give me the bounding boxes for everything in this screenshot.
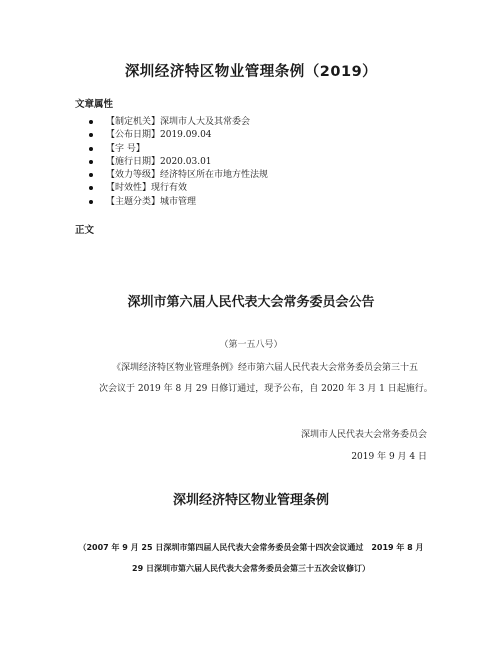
list-item: 【主题分类】城市管理 <box>75 196 268 209</box>
announcement-title: 深圳市第六届人民代表大会常务委员会公告 <box>127 295 375 310</box>
bullet-icon <box>89 160 93 164</box>
announcement-paragraph <box>101 358 431 400</box>
sign-date: 2019 年 9 月 4 日 <box>351 452 427 462</box>
announcement-number: （第一五八号） <box>219 340 283 350</box>
signer: 深圳市人民代表大会常务委员会 <box>300 430 427 440</box>
list-item: 【公布日期】2019.09.04 <box>75 129 268 142</box>
bullet-icon <box>89 173 93 177</box>
list-item: 【施行日期】2020.03.01 <box>75 156 268 169</box>
bullet-icon <box>89 186 93 190</box>
bullet-icon <box>89 147 93 151</box>
document-title: 深圳经济特区物业管理条例（2019） <box>124 64 378 80</box>
list-item: 【制定机关】深圳市人大及其常委会 <box>75 116 268 129</box>
attributes-list <box>75 116 268 209</box>
body-heading: 正文 <box>75 225 95 236</box>
list-item: 【效力等级】经济特区所在市地方性法规 <box>75 169 268 182</box>
list-item: 【时效性】现行有效 <box>75 182 268 195</box>
note-line-2: 29 日深圳市第六届人民代表大会常务委员会第三十五次会议修订） <box>132 564 370 573</box>
list-item: 【字 号】 <box>75 143 268 156</box>
paragraph-line-1: 《深圳经济特区物业管理条例》经市第六届人民代表大会常务委员会第三十五 <box>112 363 419 373</box>
bullet-icon <box>89 120 93 124</box>
bullet-icon <box>89 200 93 204</box>
attributes-heading: 文章属性 <box>75 99 114 110</box>
note-line-1: （2007 年 9 月 25 日深圳市第四届人民代表大会常务委员会第十四次会议通过 2019 年 8 月 <box>78 543 424 552</box>
bullet-icon <box>89 133 93 137</box>
regulation-note <box>0 537 502 579</box>
regulation-title: 深圳经济特区物业管理条例 <box>172 493 329 508</box>
paragraph-line-2: 次会议于 2019 年 8 月 29 日修订通过，现予公布，自 2020 年 3 月 1 日起施行。 <box>99 384 433 394</box>
